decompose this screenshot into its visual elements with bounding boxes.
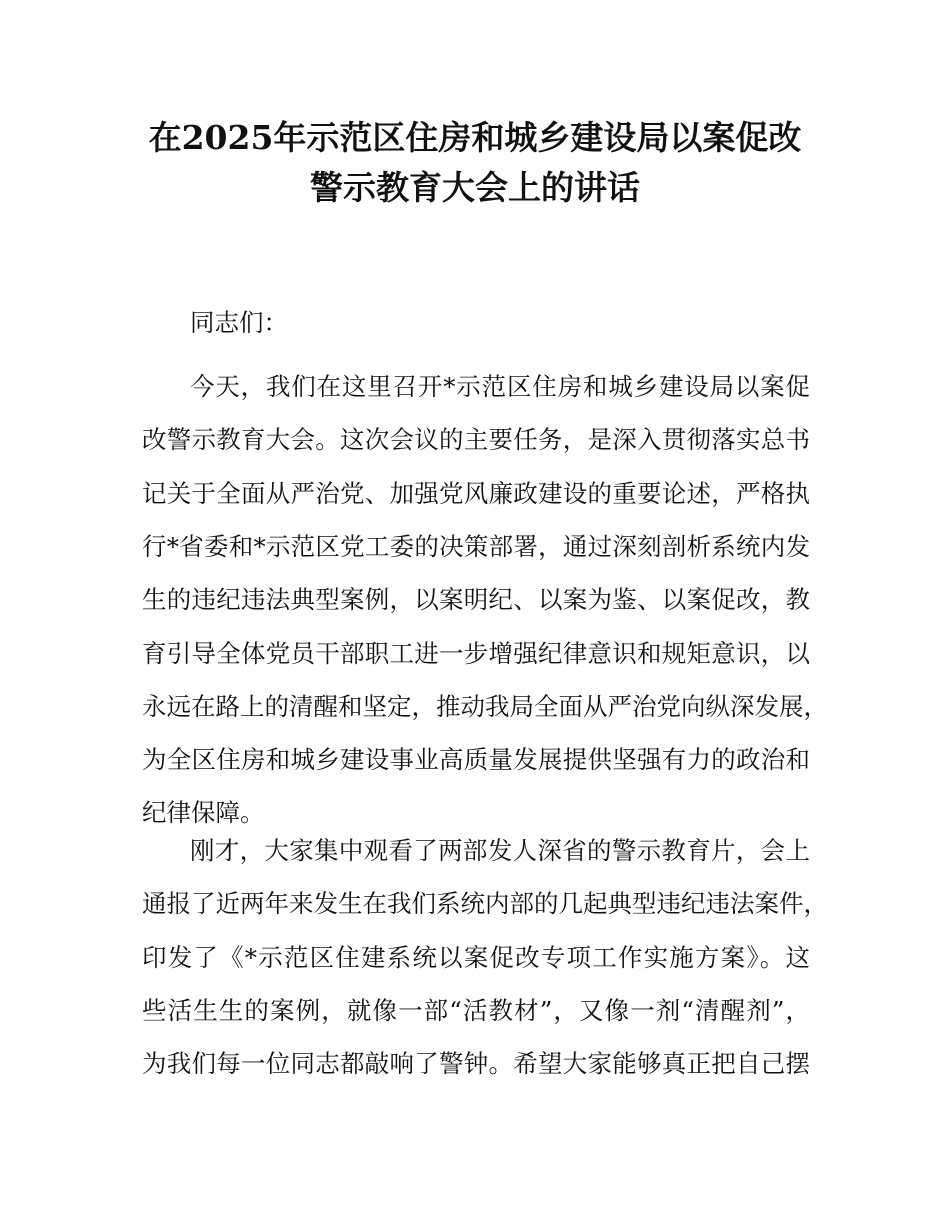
paragraph-1-line: 为全区住房和城乡建设事业高质量发展提供坚强有力的政治和 — [142, 745, 810, 775]
paragraph-2-line: 印发了《*示范区住建系统以案促改专项工作实施方案》。这 — [142, 942, 810, 972]
paragraph-1-line: 生的违纪违法典型案例，以案明纪、以案为鉴、以案促改，教 — [142, 585, 810, 615]
paragraph-1-line: 永远在路上的清醒和坚定，推动我局全面从严治党向纵深发展， — [142, 691, 828, 721]
paragraph-2-line: 为我们每一位同志都敲响了警钟。希望大家能够真正把自己摆 — [142, 1049, 810, 1079]
paragraph-1-line: 行*省委和*示范区党工委的决策部署，通过深刻剖析系统内发 — [142, 531, 810, 561]
paragraph-2-line: 些活生生的案例，就像一部“活教材”，又像一剂“清醒剂”， — [142, 995, 810, 1025]
paragraph-1-line: 改警示教育大会。这次会议的主要任务，是深入贯彻落实总书 — [142, 425, 810, 455]
paragraph-1-line: 记关于全面从严治党、加强党风廉政建设的重要论述，严格执 — [142, 478, 810, 508]
document-title-line-2: 警示教育大会上的讲话 — [310, 168, 640, 207]
document-title-line-1: 在2025年示范区住房和城乡建设局以案促改 — [148, 118, 802, 157]
paragraph-2-line: 通报了近两年来发生在我们系统内部的几起典型违纪违法案件， — [142, 889, 828, 919]
paragraph-1-line: 纪律保障。 — [142, 798, 265, 828]
paragraph-1-line: 今天，我们在这里召开*示范区住房和城乡建设局以案促 — [190, 372, 810, 401]
greeting: 同志们： — [190, 308, 288, 337]
paragraph-1-line: 育引导全体党员干部职工进一步增强纪律意识和规矩意识，以 — [142, 638, 810, 668]
paragraph-2-line: 刚才，大家集中观看了两部发人深省的警示教育片，会上 — [190, 836, 810, 865]
